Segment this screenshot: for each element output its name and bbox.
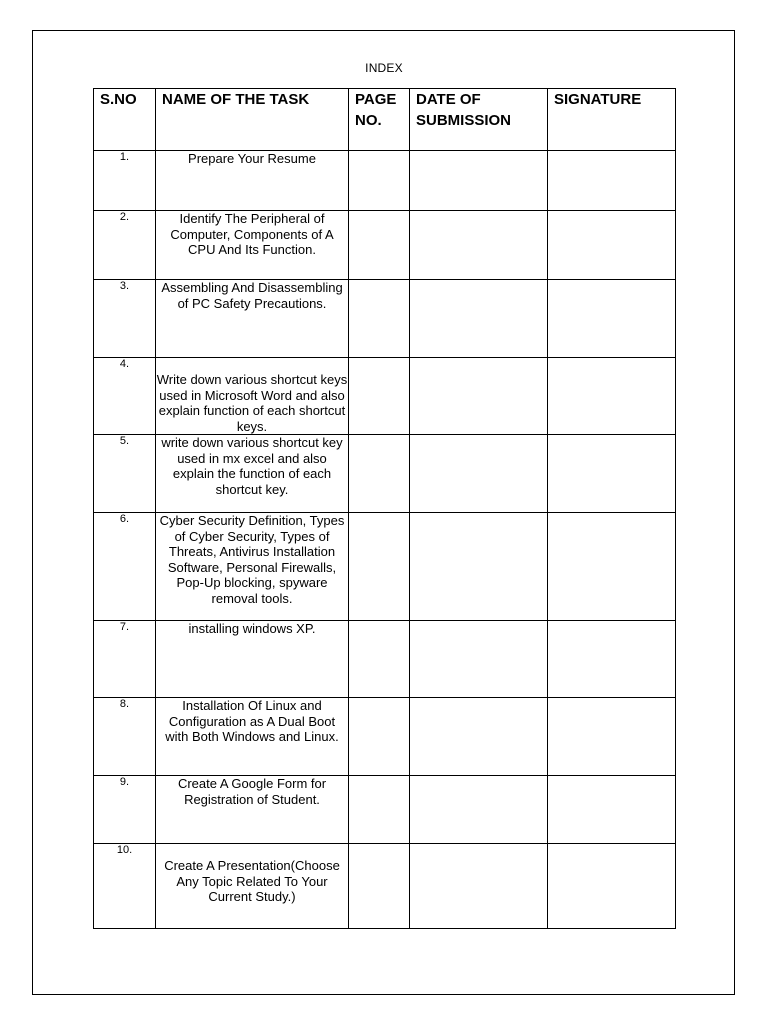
date-cell: [410, 151, 548, 211]
row-number: 5.: [94, 435, 156, 513]
signature-cell: [548, 280, 676, 358]
task-name: Prepare Your Resume: [156, 151, 349, 211]
row-number: 10.: [94, 844, 156, 929]
page-no-cell: [349, 776, 410, 844]
task-name: Assembling And Disassembling of PC Safety Precautions.: [156, 280, 349, 358]
header-task-name: NAME OF THE TASK: [156, 89, 349, 151]
table-row: [94, 513, 676, 621]
date-cell: [410, 698, 548, 776]
task-name: installing windows XP.: [156, 621, 349, 698]
row-number: 7.: [94, 621, 156, 698]
row-number: 2.: [94, 211, 156, 280]
task-name: Create A Presentation(Choose Any Topic Related To Your Current Study.): [156, 844, 349, 929]
task-name: write down various shortcut key used in mx excel and also explain the function of each shortcut key.: [156, 435, 349, 513]
signature-cell: [548, 621, 676, 698]
date-cell: [410, 776, 548, 844]
date-cell: [410, 358, 548, 435]
header-page-no: PAGE NO.: [349, 89, 410, 151]
header-date-of-submission: DATE OF SUBMISSION: [410, 89, 548, 151]
row-number: 6.: [94, 513, 156, 621]
header-signature: SIGNATURE: [548, 89, 676, 151]
page-no-cell: [349, 513, 410, 621]
table-row: [94, 435, 676, 513]
table-row: [94, 151, 676, 211]
row-number: 3.: [94, 280, 156, 358]
table-row: [94, 358, 676, 435]
signature-cell: [548, 435, 676, 513]
index-table: [93, 88, 676, 929]
date-cell: [410, 513, 548, 621]
task-name: Write down various shortcut keys used in Microsoft Word and also explain function of each shortcut keys.: [156, 358, 349, 435]
table-row: [94, 280, 676, 358]
table-row: [94, 211, 676, 280]
row-number: 1.: [94, 151, 156, 211]
page-no-cell: [349, 280, 410, 358]
page-no-cell: [349, 698, 410, 776]
table-row: [94, 621, 676, 698]
header-row: [94, 89, 676, 151]
date-cell: [410, 621, 548, 698]
table-row: [94, 844, 676, 929]
date-cell: [410, 844, 548, 929]
header-sno: S.NO: [94, 89, 156, 151]
signature-cell: [548, 513, 676, 621]
task-name: Cyber Security Definition, Types of Cyber Security, Types of Threats, Antivirus Installation Software, Personal Firewalls, Pop-Up blocking, spyware removal tools.: [156, 513, 349, 621]
page-no-cell: [349, 621, 410, 698]
task-name: Installation Of Linux and Configuration as A Dual Boot with Both Windows and Linux.: [156, 698, 349, 776]
row-number: 8.: [94, 698, 156, 776]
signature-cell: [548, 844, 676, 929]
page-no-cell: [349, 211, 410, 280]
page-no-cell: [349, 844, 410, 929]
row-number: 4.: [94, 358, 156, 435]
page-no-cell: [349, 435, 410, 513]
task-name: Create A Google Form for Registration of Student.: [156, 776, 349, 844]
page-no-cell: [349, 151, 410, 211]
signature-cell: [548, 211, 676, 280]
page-title: INDEX: [365, 61, 403, 75]
date-cell: [410, 435, 548, 513]
date-cell: [410, 211, 548, 280]
row-number: 9.: [94, 776, 156, 844]
table-row: [94, 698, 676, 776]
task-name: Identify The Peripheral of Computer, Components of A CPU And Its Function.: [156, 211, 349, 280]
page-no-cell: [349, 358, 410, 435]
signature-cell: [548, 358, 676, 435]
signature-cell: [548, 698, 676, 776]
table-row: [94, 776, 676, 844]
date-cell: [410, 280, 548, 358]
signature-cell: [548, 776, 676, 844]
signature-cell: [548, 151, 676, 211]
